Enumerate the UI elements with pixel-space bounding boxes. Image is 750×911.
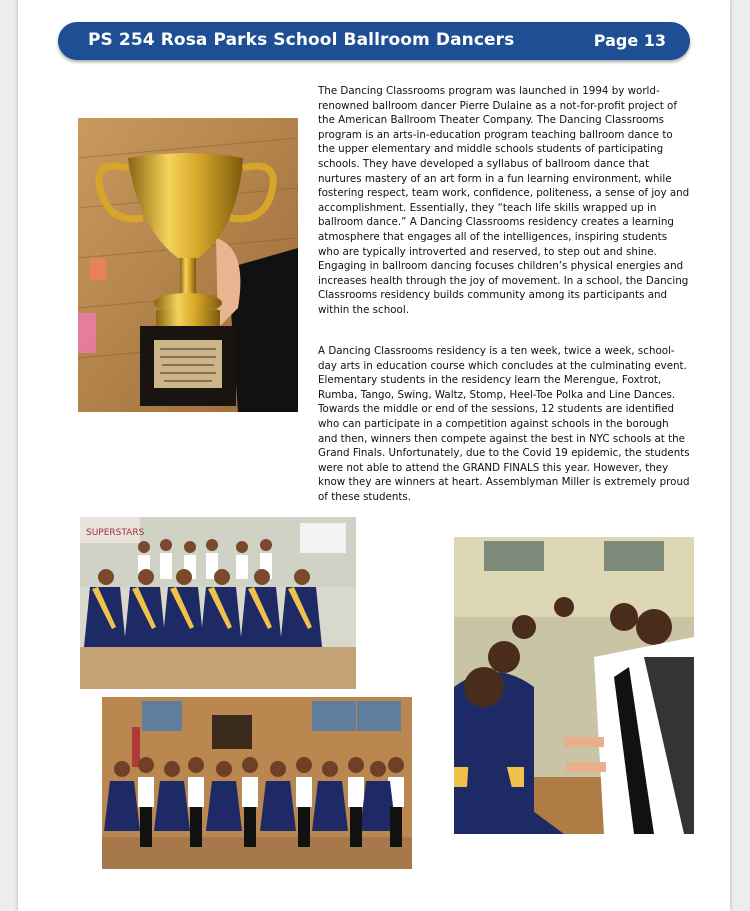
group-photo-stage <box>102 697 412 869</box>
newsletter-page <box>18 0 730 911</box>
page-number: Page 13 <box>593 31 666 50</box>
svg-text:SUPERSTARS: SUPERSTARS <box>86 528 145 538</box>
article-paragraph-2: A Dancing Classrooms residency is a ten week, twice a week, school-day arts in education course which concludes at the culminating event. Elementary students in the residency learn the Merengue, Foxtrot, Rumba, Tango, Swing, Waltz, Stomp, Heel-Toe Polka and Line Dances. Towards the middle or end of the sessions, 12 students are identified who can participate in a competition against schools in the borough and then, winners then compete against the best in NYC schools at the Grand Finals. Unfortunately, due to the Covid 19 epidemic, the students were not able to attend the GRAND FINALS this year. However, they know they are winners at heart. Assemblyman Miller is extremely proud of these students. <box>318 345 690 503</box>
dancing-photo <box>454 537 694 834</box>
page-title: PS 254 Rosa Parks School Ballroom Dancers <box>88 30 515 50</box>
trophy-photo <box>78 118 298 412</box>
group-photo-gym <box>80 517 356 689</box>
article-paragraph-1: The Dancing Classrooms program was launched in 1994 by world-renowned ballroom dancer Pierre Dulaine as a not-for-profit project of the American Ballroom Theater Company. The Dancing Classrooms program is an arts-in-education program teaching ballroom dance to the upper elementary and middle schools students of participating schools. They have developed a syllabus of ballroom dance that nurtures mastery of an art form in a fun learning environment, while fostering respect, team work, confidence, politeness, a sense of joy and accomplishment. Essentially, they “teach life skills wrapped up in ballroom dance.” A Dancing Classrooms residency creates a learning atmosphere that engages all of the intelligences, inspiring students who are typically introverted and reserved, to step out and shine. Engaging in ballroom dancing focuses children’s physical energies and increases health through the joy of movement. In a school, the Dancing Classrooms residency builds community among its participants and within the school. <box>318 85 690 316</box>
page-header-banner <box>58 22 690 60</box>
